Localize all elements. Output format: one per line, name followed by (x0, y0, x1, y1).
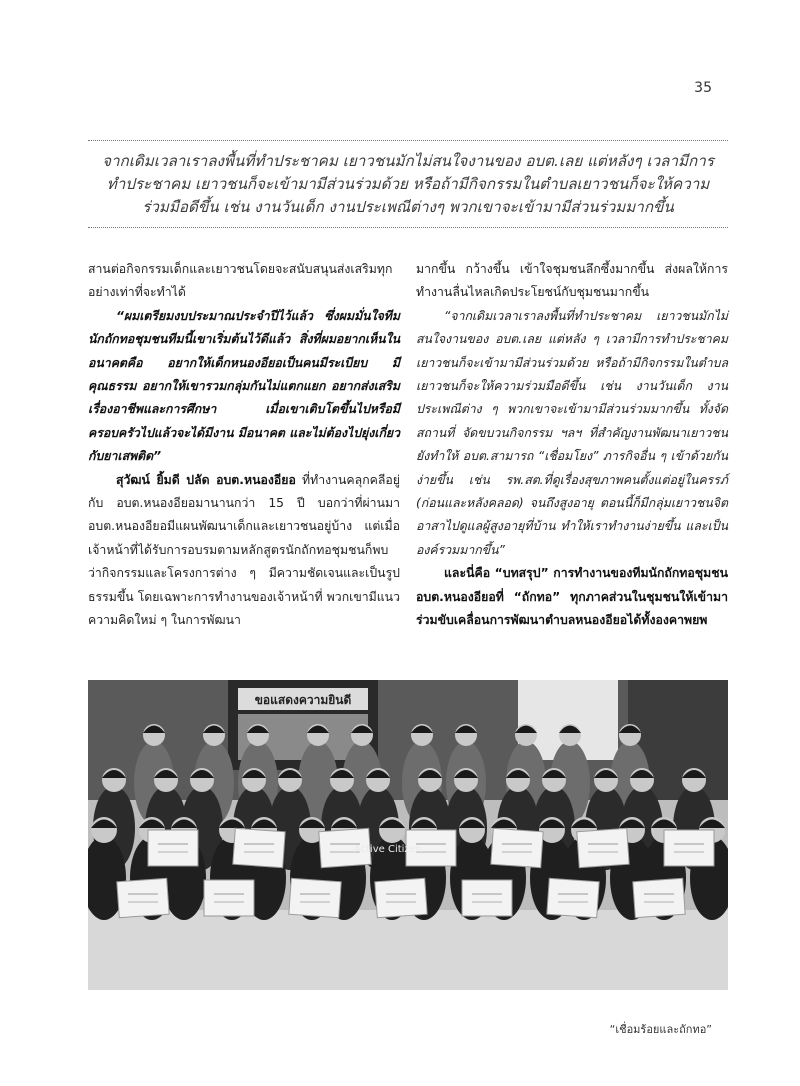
right-paragraph-1: มากขึ้น กว้างขึ้น เข้าใจชุมชนลึกซึ้งมากขึ้น ส่งผลให้การทำงานลื่นไหลเกิดประโยชน์กับชุมชนมากขึ้น (416, 262, 728, 300)
article-columns (88, 258, 728, 633)
footer-caption: “เชื่อมร้อยและถักทอ” (609, 1023, 712, 1036)
group-photo-illustration (88, 680, 728, 990)
certificate (289, 878, 341, 917)
certificate (204, 880, 254, 916)
left-column (88, 258, 400, 633)
pull-quote (88, 140, 728, 228)
certificate (547, 878, 599, 917)
certificate (117, 878, 169, 917)
certificate (375, 878, 427, 917)
pull-quote-bottom-rule (88, 227, 728, 228)
certificate (233, 828, 285, 867)
certificate (462, 880, 512, 916)
left-paragraph-1: สานต่อกิจกรรมเด็กและเยาวชนโดยจะสนับสนุนส่งเสริมทุกอย่างเท่าที่จะทำได้ (88, 262, 393, 300)
left-paragraph-2 (88, 469, 400, 633)
right-column (416, 258, 728, 633)
official-quote: “ผมเตรียมงบประมาณประจำปีไว้แล้ว ซึ่งผมมั่นใจทีมนักถักทอชุมชนทีมนี้เขาเริ่มต้นไว้ดีแล้ว สิ่งที่ผมอยากเห็นในอนาคตคือ อยากให้เด็กหนองอียอเป็นคนมีระเบียบ มีคุณธรรม อยากให้เขารวมกลุ่มกันไม่แตกแยก อยากส่งเสริมเรื่องอาชีพและการศึกษา เมื่อเขาเติบโตขึ้นไปหรือมีครอบครัวไปแล้วจะได้มีงาน มีอนาคต และไม่ต้องไปยุ่งเกี่ยวกับยาเสพติด” (88, 308, 400, 464)
certificate (148, 830, 198, 866)
certificate (577, 828, 629, 867)
pull-quote-text: จากเดิมเวลาเราลงพื้นที่ทำประชาคม เยาวชนมักไม่สนใจงานของ อบต.เลย แต่หลังๆ เวลามีการทำประชาคม เยาวชนก็จะเข้ามามีส่วนร่วมด้วย หรือถ้ามีกิจกรรมในตำบลเยาวชนก็จะให้ความร่วมมือดีขึ้น เช่น งานวันเด็ก งานประเพณีต่างๆ พวกเขาจะเข้ามามีส่วนร่วมมากขึ้น (102, 152, 714, 216)
banner-text: ขอแสดงความยินดี (254, 693, 352, 707)
certificate (664, 830, 714, 866)
certificate (633, 878, 685, 917)
page-number: 35 (694, 80, 712, 96)
shirt-print: Active Citizen (353, 844, 423, 855)
certificate (491, 828, 543, 867)
conclusion-paragraph: และนี่คือ “บทสรุป” การทำงานของทีมนักถักทอชุมชน อบต.หนองอียอที่ “ถักทอ” ทุกภาคส่วนในชุมชนให้เข้ามาร่วมขับเคลื่อนการพัฒนาตำบลหนองอียอได้ทั้งองคาพยพ (416, 566, 728, 628)
right-quote: “จากเดิมเวลาเราลงพื้นที่ทำประชาคม เยาวชนมักไม่สนใจงานของ อบต.เลย แต่หลัง ๆ เวลามีการทำประชาคม เยาวชนก็จะเข้ามามีส่วนร่วมด้วย หรือถ้ามีกิจกรรมในตำบลเยาวชนก็จะให้ความร่วมมือดีขึ้น เช่น งานวันเด็ก งานประเพณีต่าง ๆ พวกเขาจะเข้ามามีส่วนร่วมมากขึ้น ทั้งจัดสถานที่ จัดขบวนกิจกรรม ฯลฯ ที่สำคัญงานพัฒนาเยาวชนยังทำให้ อบต.สามารถ “เชื่อมโยง” ภารกิจอื่น ๆ เข้าด้วยกันง่ายขึ้น เช่น รพ.สต.ที่ดูเรื่องสุขภาพคนตั้งแต่อยู่ในครรภ์ (ก่อนและหลังคลอด) จนถึงสูงอายุ ตอนนี้ก็มีกลุ่มเยาวชนจิตอาสาไปดูแลผู้สูงอายุที่บ้าน ทำให้เราทำงานง่ายขึ้น และเป็นองค์รวมมากขึ้น” (416, 308, 728, 557)
speaker-name: สุวัฒน์ ยิ้มดี ปลัด อบต.หนองอียอ (116, 472, 296, 487)
left-paragraph-2-body: ที่ทำงานคลุกคลีอยู่กับ อบต.หนองอียอมานานกว่า 15 ปี บอกว่าที่ผ่านมา อบต.หนองอียอมีแผนพัฒนาเด็กและเยาวชนอยู่บ้าง แต่เมื่อเจ้าหน้าที่ได้รับการอบรมตามหลักสูตรนักถักทอชุมชนก็พบว่ากิจกรรมและโครงการต่าง ๆ มีความชัดเจนและเป็นรูปธรรมขึ้น โดยเฉพาะการทำงานของเจ้าหน้าที่ พวกเขามีแนวความคิดใหม่ ๆ ในการพัฒนา (88, 472, 400, 628)
group-photo (88, 680, 728, 990)
